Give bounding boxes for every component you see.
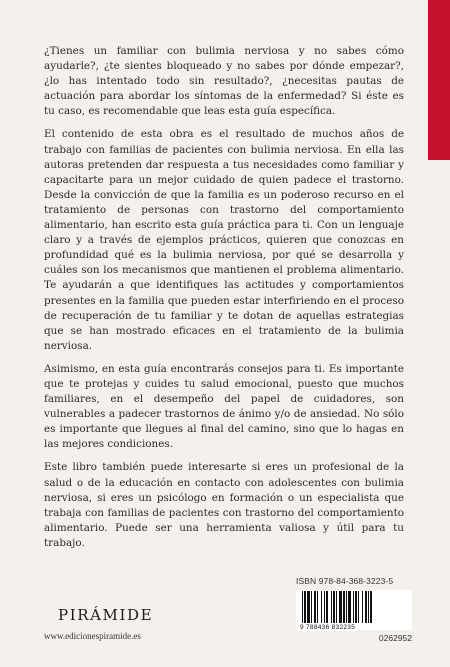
barcode-bar xyxy=(368,591,369,623)
barcode-bar xyxy=(311,591,312,623)
paragraph-self-care: Asimismo, en esta guía encontrarás consejos para ti. Es importante que te protejas y cuides tu salud emocional, puesto que muchos familiares, en el desempeño del papel de cuidadores, son vulnerables a padecer trastornos de ánimo y/o de ansiedad. No sólo es importante que llegues al final del camino, sino que lo hagas en las mejores condiciones. xyxy=(44,362,404,451)
barcode-bar xyxy=(302,591,303,623)
publisher-block xyxy=(44,606,153,641)
barcode-bar xyxy=(355,591,357,623)
barcode-bar xyxy=(353,591,354,623)
isbn-label: ISBN 978-84-368-3223-5 xyxy=(296,576,394,586)
barcode-bar xyxy=(307,591,310,623)
barcode-bar xyxy=(339,591,342,623)
paragraph-content: El contenido de esta obra es el resultado de muchos años de trabajo con familias de pacientes con bulimia nerviosa. En ella las autoras pretenden dar respuesta a tus necesidades como familiar y capacitarte para un mejor cuidado de quien padece el trastorno. Desde la convicción de que la familia es un poderoso recurso en el tratamiento de personas con trastorno del comportamiento alimentario, han escrito esta guía práctica para ti. Con un lenguaje claro y a través de ejemplos prácticos, quieren que conozcas en profundidad qué es la bulimia nerviosa, por qué se desarrolla y cuáles son los mecanismos que mantienen el problema alimentario. Te ayudarán a que identifiques las actitudes y comportamientos presentes en la familia que pueden estar interfiriendo en el proceso de recuperación de tu familiar y te dotan de aquellas estrategias que se han mostrado eficaces en el tratamiento de la bulimia nerviosa. xyxy=(44,128,404,352)
publisher-website: www.edicionespiramide.es xyxy=(44,631,141,641)
barcode-bar xyxy=(331,591,332,623)
barcode-bar xyxy=(317,591,318,623)
barcode-bar xyxy=(362,591,363,623)
barcode-bar xyxy=(346,591,347,623)
barcode-bar xyxy=(304,591,306,623)
red-accent-band xyxy=(428,0,450,160)
paragraph-professionals: Este libro también puede interesarte si eres un profesional de la salud o de la educación en contacto con adolescentes con bulimia nerviosa, si eres un psicólogo en formación o un especialista que trabaja con familias de pacientes con trastorno del comportamiento alimentario. Puede ser una herramienta valiosa y útil para tu trabajo. xyxy=(44,461,404,549)
barcode-bar xyxy=(358,591,359,623)
barcode-bar xyxy=(370,591,372,623)
publisher-logo: PIRÁMIDE xyxy=(58,606,154,624)
isbn-block xyxy=(296,576,412,643)
barcode-bar xyxy=(333,591,335,623)
barcode-bar xyxy=(365,591,367,623)
barcode-bar xyxy=(326,591,328,623)
barcode-bar xyxy=(348,591,351,623)
paragraph-intro: ¿Tienes un familiar con bulimia nerviosa y no sabes cómo ayudarle?, ¿te sientes bloqueado y no sabes por dónde empezar?, ¿lo has intentado todo sin resultado?, ¿necesitas pautas de actuación para abordar los síntomas de la enfermedad? Si éste es tu caso, es recomendable que leas esta guía específica. xyxy=(44,45,404,118)
barcode-bar xyxy=(343,591,345,623)
barcode-bar xyxy=(321,591,322,623)
barcode xyxy=(296,590,412,630)
barcode-bar xyxy=(324,591,325,623)
barcode-bar xyxy=(314,591,316,623)
product-code: 0262952 xyxy=(378,633,412,643)
back-cover-text xyxy=(44,44,404,559)
barcode-digits: 9 788436 832235 xyxy=(300,624,356,631)
barcode-bar xyxy=(336,591,337,623)
